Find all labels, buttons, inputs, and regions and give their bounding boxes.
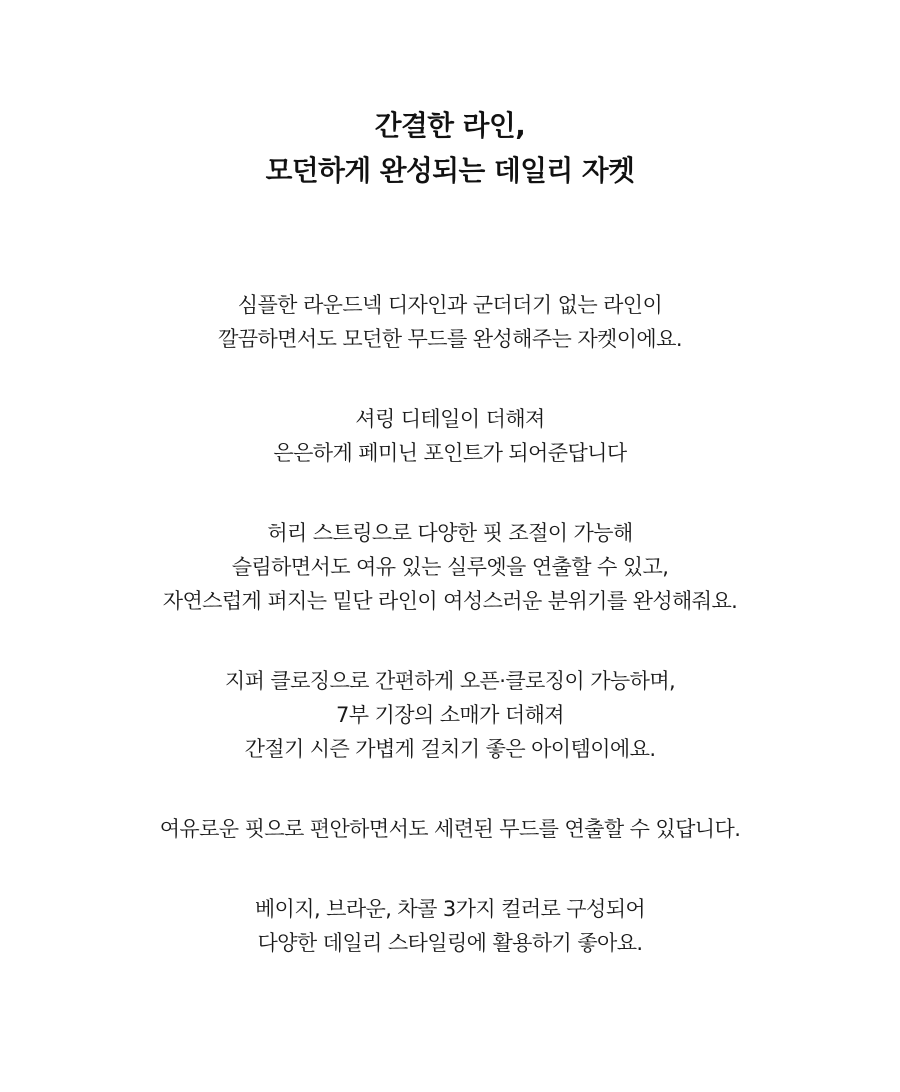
text-line: 은은하게 페미닌 포인트가 되어준답니다 — [273, 440, 627, 465]
paragraph-zipper — [0, 664, 900, 766]
paragraph-colors — [0, 892, 900, 960]
text-line: 자연스럽게 퍼지는 밑단 라인이 여성스러운 분위기를 완성해줘요. — [162, 588, 738, 613]
paragraph-waist-string — [0, 516, 900, 618]
paragraph-shirring — [0, 402, 900, 470]
text-line: 슬림하면서도 여유 있는 실루엣을 연출할 수 있고, — [231, 554, 669, 579]
headline-line-2: 모던하게 완성되는 데일리 자켓 — [265, 154, 635, 187]
text-line: 지퍼 클로징으로 간편하게 오픈·클로징이 가능하며, — [224, 668, 676, 693]
text-line: 다양한 데일리 스타일링에 활용하기 좋아요. — [257, 930, 643, 955]
text-line: 깔끔하면서도 모던한 무드를 완성해주는 자켓이에요. — [218, 326, 682, 351]
text-line: 간절기 시즌 가볍게 걸치기 좋은 아이템이에요. — [244, 736, 656, 761]
headline-line-1: 간결한 라인, — [374, 109, 526, 142]
text-line: 여유로운 핏으로 편안하면서도 세련된 무드를 연출할 수 있답니다. — [159, 816, 741, 841]
text-line: 베이지, 브라운, 차콜 3가지 컬러로 구성되어 — [254, 896, 646, 921]
text-line: 7부 기장의 소매가 더해져 — [335, 702, 565, 727]
text-line: 셔링 디테일이 더해져 — [355, 406, 545, 431]
paragraph-neckline — [0, 288, 900, 356]
paragraph-fit — [0, 812, 900, 846]
headline — [0, 103, 900, 193]
description-body — [0, 288, 900, 960]
text-line: 허리 스트링으로 다양한 핏 조절이 가능해 — [267, 520, 633, 545]
text-line: 심플한 라운드넥 디자인과 군더더기 없는 라인이 — [237, 292, 663, 317]
